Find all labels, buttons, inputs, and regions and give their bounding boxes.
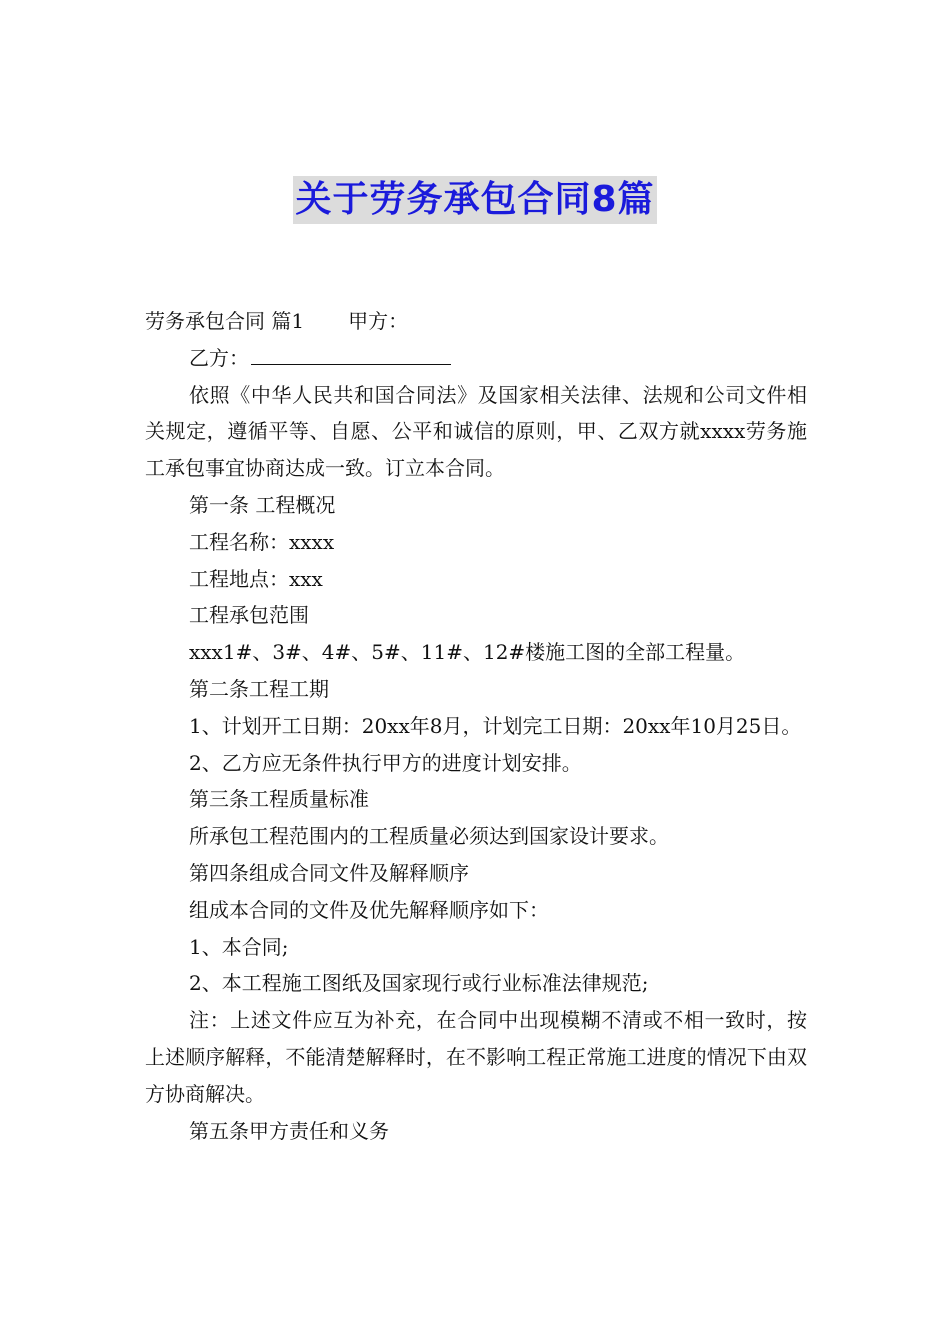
party-b-line [145, 340, 807, 377]
paragraph: 所承包工程范围内的工程质量必须达到国家设计要求。 [189, 824, 669, 849]
section-heading: 劳务承包合同 篇1 [145, 309, 305, 333]
paragraph: 1、本合同; [189, 934, 289, 959]
paragraph: 第五条甲方责任和义务 [189, 1118, 389, 1143]
paragraph: 1、计划开工日期：20xx年8月，计划完工日期：20xx年10月25日。 [189, 713, 802, 738]
paragraph: 第三条工程质量标准 [189, 787, 369, 812]
paragraph: 依照《中华人民共和国合同法》及国家相关法律、法规和公司文件相关规定，遵循平等、自愿、公平和诚信的原则，甲、乙双方就xxxx劳务施工承包事宜协商达成一致。订立本合同。 [145, 382, 807, 481]
document-title: 关于劳务承包合同8篇 [293, 176, 656, 224]
paragraph: 工程承包范围 [189, 603, 309, 628]
paragraph: 第一条 工程概况 [189, 492, 336, 517]
paragraph: 注：上述文件应互为补充，在合同中出现模糊不清或不相一致时，按上述顺序解释，不能清楚解释时，在不影响工程正常施工进度的情况下由双方协商解决。 [145, 1008, 807, 1106]
party-b-label: 乙方： [189, 345, 249, 370]
paragraph: 2、乙方应无条件执行甲方的进度计划安排。 [189, 750, 582, 775]
party-a-label: 甲方： [348, 309, 409, 333]
paragraph: 第四条组成合同文件及解释顺序 [189, 860, 469, 885]
paragraph: 2、本工程施工图纸及国家现行或行业标准法律规范; [189, 971, 649, 996]
paragraph: xxx1#、3#、4#、5#、11#、12#楼施工图的全部工程量。 [189, 640, 746, 665]
document-body [145, 303, 807, 1149]
paragraph: 第二条工程工期 [189, 676, 329, 701]
paragraph: 工程名称：xxxx [189, 529, 335, 554]
paragraph: 组成本合同的文件及优先解释顺序如下： [189, 897, 549, 922]
title-container [0, 176, 950, 224]
intro-line [145, 303, 807, 340]
paragraph: 工程地点：xxx [189, 566, 323, 591]
party-b-blank [251, 346, 451, 365]
